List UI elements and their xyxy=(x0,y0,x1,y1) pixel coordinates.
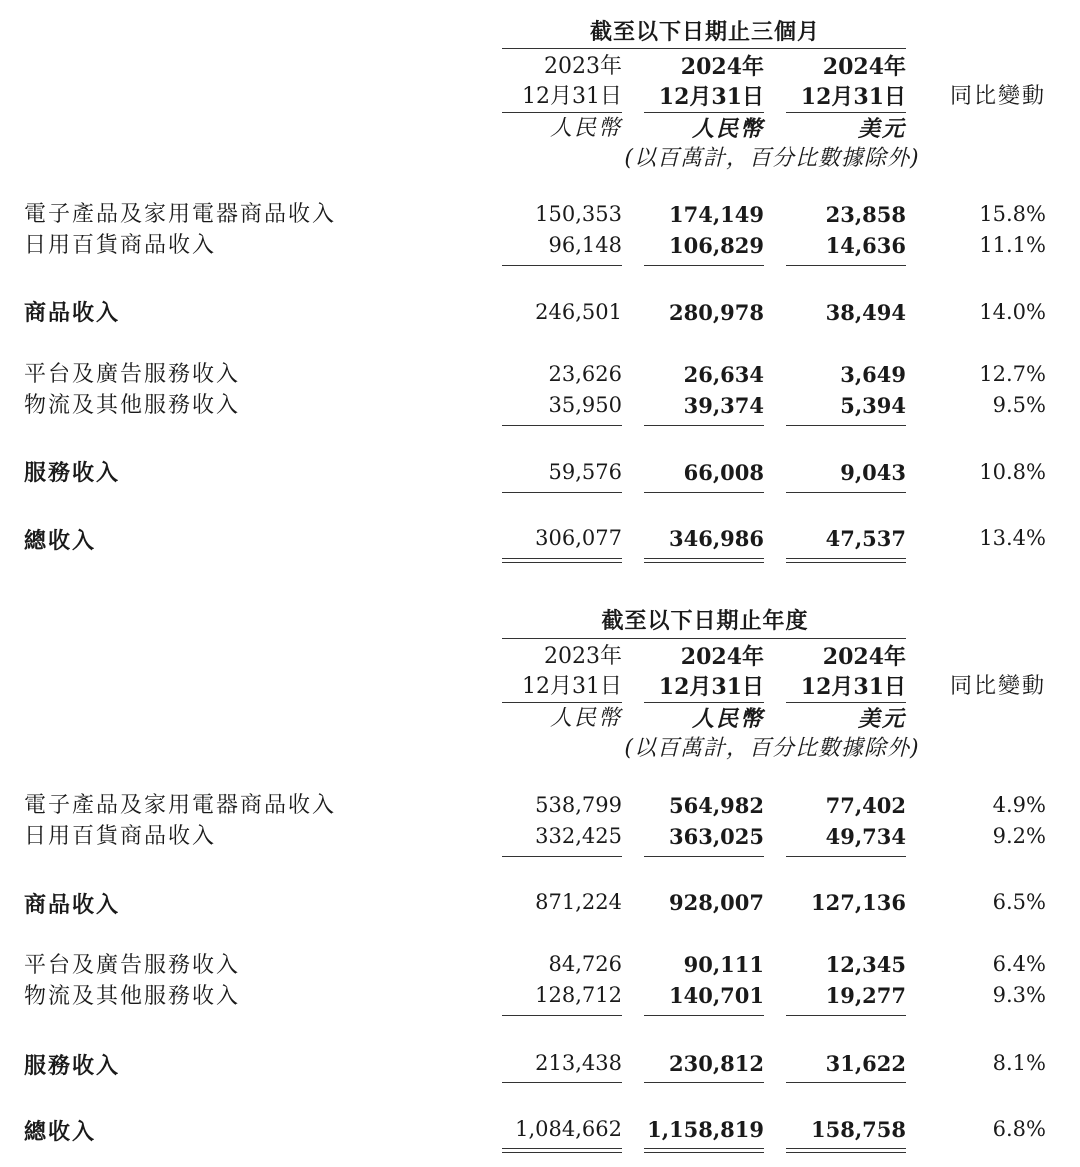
subtotal-rule xyxy=(644,856,764,857)
value-2024-rmb: 140,701 xyxy=(669,983,764,1008)
col-2024-usd-currency: 美元 xyxy=(857,706,906,732)
value-2024-usd: 19,277 xyxy=(825,983,906,1008)
col-2024-rmb-date: 12月31日 xyxy=(658,674,764,700)
value-2024-usd: 49,734 xyxy=(825,824,906,849)
value-yoy: 6.5% xyxy=(992,890,1046,914)
subtotal-rule xyxy=(502,856,622,857)
value-2023: 538,799 xyxy=(535,793,622,817)
col-2024-usd-year: 2024年 xyxy=(822,54,906,80)
subtotal-rule xyxy=(502,265,622,266)
row-label: 電子產品及家用電器商品收入 xyxy=(24,202,337,227)
row-label: 服務收入 xyxy=(24,1053,121,1079)
value-2024-usd: 5,394 xyxy=(840,393,906,418)
value-2024-rmb: 39,374 xyxy=(683,393,764,418)
yoy-header: 同比變動 xyxy=(949,84,1046,109)
value-2023: 150,353 xyxy=(535,202,622,226)
col-2024-usd-currency: 美元 xyxy=(857,116,906,142)
col-rule xyxy=(786,112,906,113)
section-title-three-months: 截至以下日期止三個月 xyxy=(589,19,820,45)
col-2024-usd-date: 12月31日 xyxy=(800,674,906,700)
value-2024-rmb: 346,986 xyxy=(669,526,764,551)
subtotal-rule xyxy=(644,425,764,426)
value-yoy: 13.4% xyxy=(979,526,1046,550)
row-label: 日用百貨商品收入 xyxy=(24,824,217,849)
value-yoy: 6.4% xyxy=(992,952,1046,976)
row-label: 電子產品及家用電器商品收入 xyxy=(24,793,337,818)
value-2023: 213,438 xyxy=(535,1051,622,1075)
value-2024-usd: 31,622 xyxy=(825,1051,906,1076)
subtotal-rule xyxy=(502,425,622,426)
col-2023-date: 12月31日 xyxy=(522,674,622,699)
row-label: 服務收入 xyxy=(24,460,121,486)
row-label: 物流及其他服務收入 xyxy=(24,393,241,418)
value-yoy: 6.8% xyxy=(992,1117,1046,1141)
section-title-full-year: 截至以下日期止年度 xyxy=(601,608,809,634)
subtotal-rule xyxy=(786,425,906,426)
total-double-rule xyxy=(502,1148,622,1153)
value-2024-usd: 3,649 xyxy=(840,362,906,387)
col-2024-rmb-currency: 人民幣 xyxy=(691,706,764,732)
col-2024-rmb-year: 2024年 xyxy=(680,644,764,670)
value-2023: 96,148 xyxy=(548,233,622,257)
value-2024-usd: 158,758 xyxy=(811,1117,906,1142)
value-2024-usd: 77,402 xyxy=(825,793,906,818)
col-2023-currency: 人民幣 xyxy=(549,116,622,141)
total-double-rule xyxy=(502,558,622,563)
value-2023: 246,501 xyxy=(535,300,622,324)
value-2023: 1,084,662 xyxy=(515,1117,622,1141)
value-yoy: 15.8% xyxy=(979,202,1046,226)
col-2023-year: 2023年 xyxy=(544,644,622,669)
total-double-rule xyxy=(644,558,764,563)
value-2024-rmb: 280,978 xyxy=(669,300,764,325)
subtotal-rule xyxy=(644,265,764,266)
value-yoy: 9.5% xyxy=(992,393,1046,417)
subtotal-rule xyxy=(644,1015,764,1016)
value-yoy: 9.3% xyxy=(992,983,1046,1007)
col-2023-year: 2023年 xyxy=(544,54,622,79)
col-2024-usd-date: 12月31日 xyxy=(800,84,906,110)
value-2023: 871,224 xyxy=(535,890,622,914)
value-2024-usd: 23,858 xyxy=(825,202,906,227)
value-2024-rmb: 90,111 xyxy=(683,952,764,977)
value-2023: 84,726 xyxy=(548,952,622,976)
value-2024-usd: 38,494 xyxy=(825,300,906,325)
col-2023-date: 12月31日 xyxy=(522,84,622,109)
value-2023: 306,077 xyxy=(535,526,622,550)
subtotal-rule xyxy=(502,492,622,493)
value-yoy: 9.2% xyxy=(992,824,1046,848)
unit-note: (以百萬計，百分比數據除外) xyxy=(624,736,920,761)
value-2024-usd: 47,537 xyxy=(825,526,906,551)
row-label: 總收入 xyxy=(24,1119,97,1145)
subtotal-rule xyxy=(644,492,764,493)
value-2024-rmb: 230,812 xyxy=(669,1051,764,1076)
value-2024-rmb: 174,149 xyxy=(669,202,764,227)
value-2024-rmb: 363,025 xyxy=(669,824,764,849)
value-2024-rmb: 564,982 xyxy=(669,793,764,818)
value-2023: 332,425 xyxy=(535,824,622,848)
total-double-rule xyxy=(644,1148,764,1153)
section-title-rule xyxy=(502,638,906,639)
value-2024-usd: 12,345 xyxy=(825,952,906,977)
subtotal-rule xyxy=(502,1015,622,1016)
col-2024-rmb-year: 2024年 xyxy=(680,54,764,80)
value-2023: 59,576 xyxy=(548,460,622,484)
col-rule xyxy=(502,112,622,113)
section-title-rule xyxy=(502,48,906,49)
value-2024-rmb: 66,008 xyxy=(683,460,764,485)
subtotal-rule xyxy=(786,1082,906,1083)
col-2024-usd-year: 2024年 xyxy=(822,644,906,670)
subtotal-rule xyxy=(786,856,906,857)
value-2024-usd: 14,636 xyxy=(825,233,906,258)
subtotal-rule xyxy=(786,1015,906,1016)
value-yoy: 10.8% xyxy=(979,460,1046,484)
subtotal-rule xyxy=(786,265,906,266)
row-label: 總收入 xyxy=(24,528,97,554)
total-double-rule xyxy=(786,1148,906,1153)
value-2023: 35,950 xyxy=(548,393,622,417)
row-label: 商品收入 xyxy=(24,892,121,918)
row-label: 商品收入 xyxy=(24,300,121,326)
value-yoy: 14.0% xyxy=(979,300,1046,324)
subtotal-rule xyxy=(644,1082,764,1083)
value-yoy: 8.1% xyxy=(992,1051,1046,1075)
col-2024-rmb-currency: 人民幣 xyxy=(691,116,764,142)
value-2024-usd: 9,043 xyxy=(840,460,906,485)
col-2024-rmb-date: 12月31日 xyxy=(658,84,764,110)
row-label: 平台及廣告服務收入 xyxy=(24,953,241,978)
value-yoy: 4.9% xyxy=(992,793,1046,817)
subtotal-rule xyxy=(786,492,906,493)
unit-note: (以百萬計，百分比數據除外) xyxy=(624,146,920,171)
row-label: 平台及廣告服務收入 xyxy=(24,362,241,387)
col-rule xyxy=(644,702,764,703)
value-2024-rmb: 1,158,819 xyxy=(647,1117,764,1142)
col-rule xyxy=(502,702,622,703)
value-2023: 128,712 xyxy=(535,983,622,1007)
value-2024-rmb: 106,829 xyxy=(669,233,764,258)
subtotal-rule xyxy=(502,1082,622,1083)
value-2024-rmb: 26,634 xyxy=(683,362,764,387)
col-rule xyxy=(786,702,906,703)
row-label: 物流及其他服務收入 xyxy=(24,984,241,1009)
total-double-rule xyxy=(786,558,906,563)
value-yoy: 12.7% xyxy=(979,362,1046,386)
value-2024-rmb: 928,007 xyxy=(669,890,764,915)
value-2023: 23,626 xyxy=(548,362,622,386)
value-yoy: 11.1% xyxy=(979,233,1046,257)
value-2024-usd: 127,136 xyxy=(811,890,906,915)
yoy-header: 同比變動 xyxy=(949,674,1046,699)
col-2023-currency: 人民幣 xyxy=(549,706,622,731)
row-label: 日用百貨商品收入 xyxy=(24,233,217,258)
col-rule xyxy=(644,112,764,113)
